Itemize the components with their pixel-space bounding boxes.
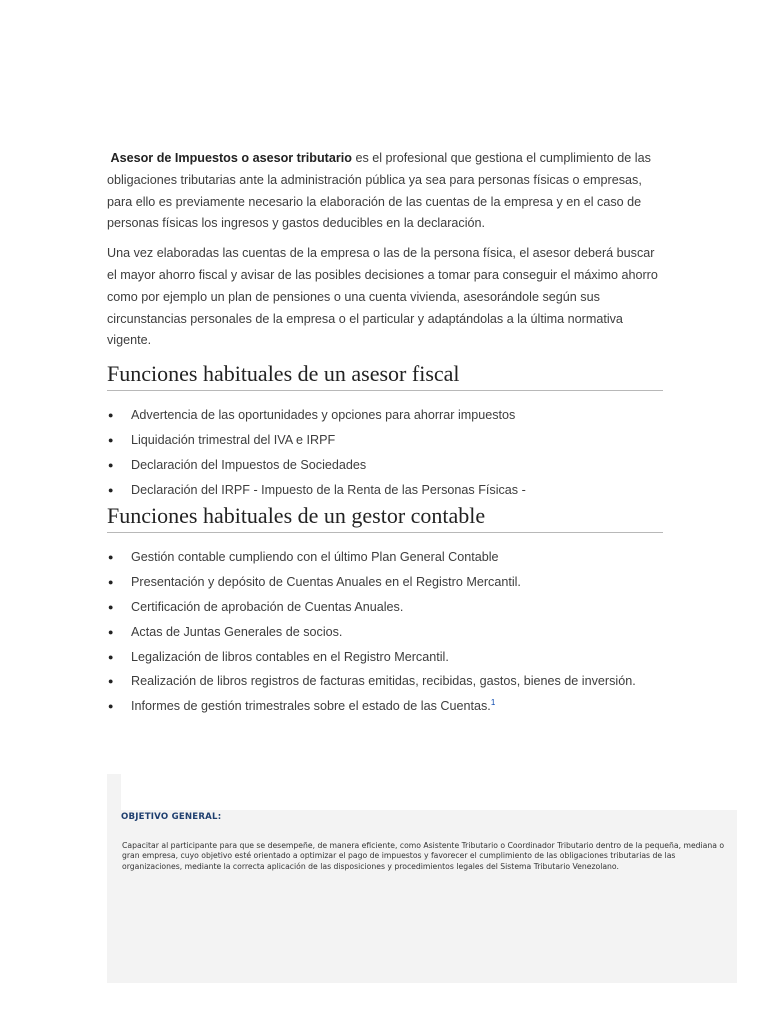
list-item: ● Liquidación trimestral del IVA e IRPF bbox=[107, 428, 663, 453]
bullet-icon: ● bbox=[108, 434, 114, 445]
list-item: ● Legalización de libros contables en el Registro Mercantil. bbox=[107, 645, 663, 670]
article-body bbox=[107, 148, 663, 719]
intro-bold-term: Asesor de Impuestos o asesor tributario bbox=[110, 151, 352, 165]
bullet-icon: ● bbox=[108, 484, 114, 495]
list-item: ● Declaración del Impuestos de Sociedades bbox=[107, 453, 663, 478]
gestor-contable-list bbox=[107, 545, 663, 719]
list-item: ● Actas de Juntas Generales de socios. bbox=[107, 620, 663, 645]
bullet-icon: ● bbox=[108, 651, 114, 662]
objective-title: OBJETIVO GENERAL: bbox=[121, 812, 222, 822]
list-item: ● Certificación de aprobación de Cuentas Anuales. bbox=[107, 595, 663, 620]
objective-box-notch bbox=[121, 774, 737, 810]
list-item: ● Informes de gestión trimestrales sobre el estado de las Cuentas.$^1$ bbox=[107, 694, 663, 719]
section-heading-gestor-contable: Funciones habituales de un gestor contable bbox=[107, 502, 663, 533]
intro-paragraph bbox=[107, 148, 663, 235]
objective-box bbox=[107, 774, 737, 983]
bullet-icon: ● bbox=[108, 601, 114, 612]
bullet-icon: ● bbox=[108, 577, 114, 588]
list-item: ● Declaración del IRPF - Impuesto de la Renta de las Personas Físicas - bbox=[107, 478, 663, 503]
bullet-icon: ● bbox=[108, 701, 114, 712]
bullet-icon: ● bbox=[108, 459, 114, 470]
list-item: ● Realización de libros registros de facturas emitidas, recibidas, gastos, bienes de inversión. bbox=[107, 669, 663, 694]
asesor-fiscal-list bbox=[107, 403, 663, 502]
list-item: ● Gestión contable cumpliendo con el último Plan General Contable bbox=[107, 545, 663, 570]
bullet-icon: ● bbox=[108, 626, 114, 637]
bullet-icon: ● bbox=[108, 552, 114, 563]
intro-text: es el profesional que gestiona el cumplimiento de las obligaciones tributarias ante la administración pública ya sea para personas físicas o empresas, para ello es previamente necesario la elaboración de las cuentas de la empresa y en el caso de personas físicas los ingresos y gastos deducibles en la declaración. bbox=[107, 151, 651, 231]
list-item: ● Advertencia de las oportunidades y opciones para ahorrar impuestos bbox=[107, 403, 663, 428]
footnote-reference-link[interactable]: 1 bbox=[490, 697, 496, 707]
objective-text: Capacitar al participante para que se desempeñe, de manera eficiente, como Asistente Tributario o Coordinador Tributario dentro de la pequeña, mediana o gran empresa, cuyo objetivo esté orientado a optimizar el pago de impuestos y favorecer el cumplimiento de las obligaciones tributarias de las organizaciones, mediante la correcta aplicación de las disposiciones y procedimientos legales del Sistema Tributario Venezolano. bbox=[122, 841, 725, 871]
list-item: ● Presentación y depósito de Cuentas Anuales en el Registro Mercantil. bbox=[107, 570, 663, 595]
second-paragraph: Una vez elaboradas las cuentas de la empresa o las de la persona física, el asesor deberá buscar el mayor ahorro fiscal y avisar de las posibles decisiones a tomar para conseguir el máximo ahorro como por ejemplo un plan de pensiones o una cuenta vivienda, asesorándole según sus circunstancias personales de la empresa o el particular y adaptándolas a la última normativa vigente. bbox=[107, 246, 658, 348]
section-heading-asesor-fiscal: Funciones habituales de un asesor fiscal bbox=[107, 360, 663, 391]
bullet-icon: ● bbox=[108, 410, 114, 421]
bullet-icon: ● bbox=[108, 676, 114, 687]
